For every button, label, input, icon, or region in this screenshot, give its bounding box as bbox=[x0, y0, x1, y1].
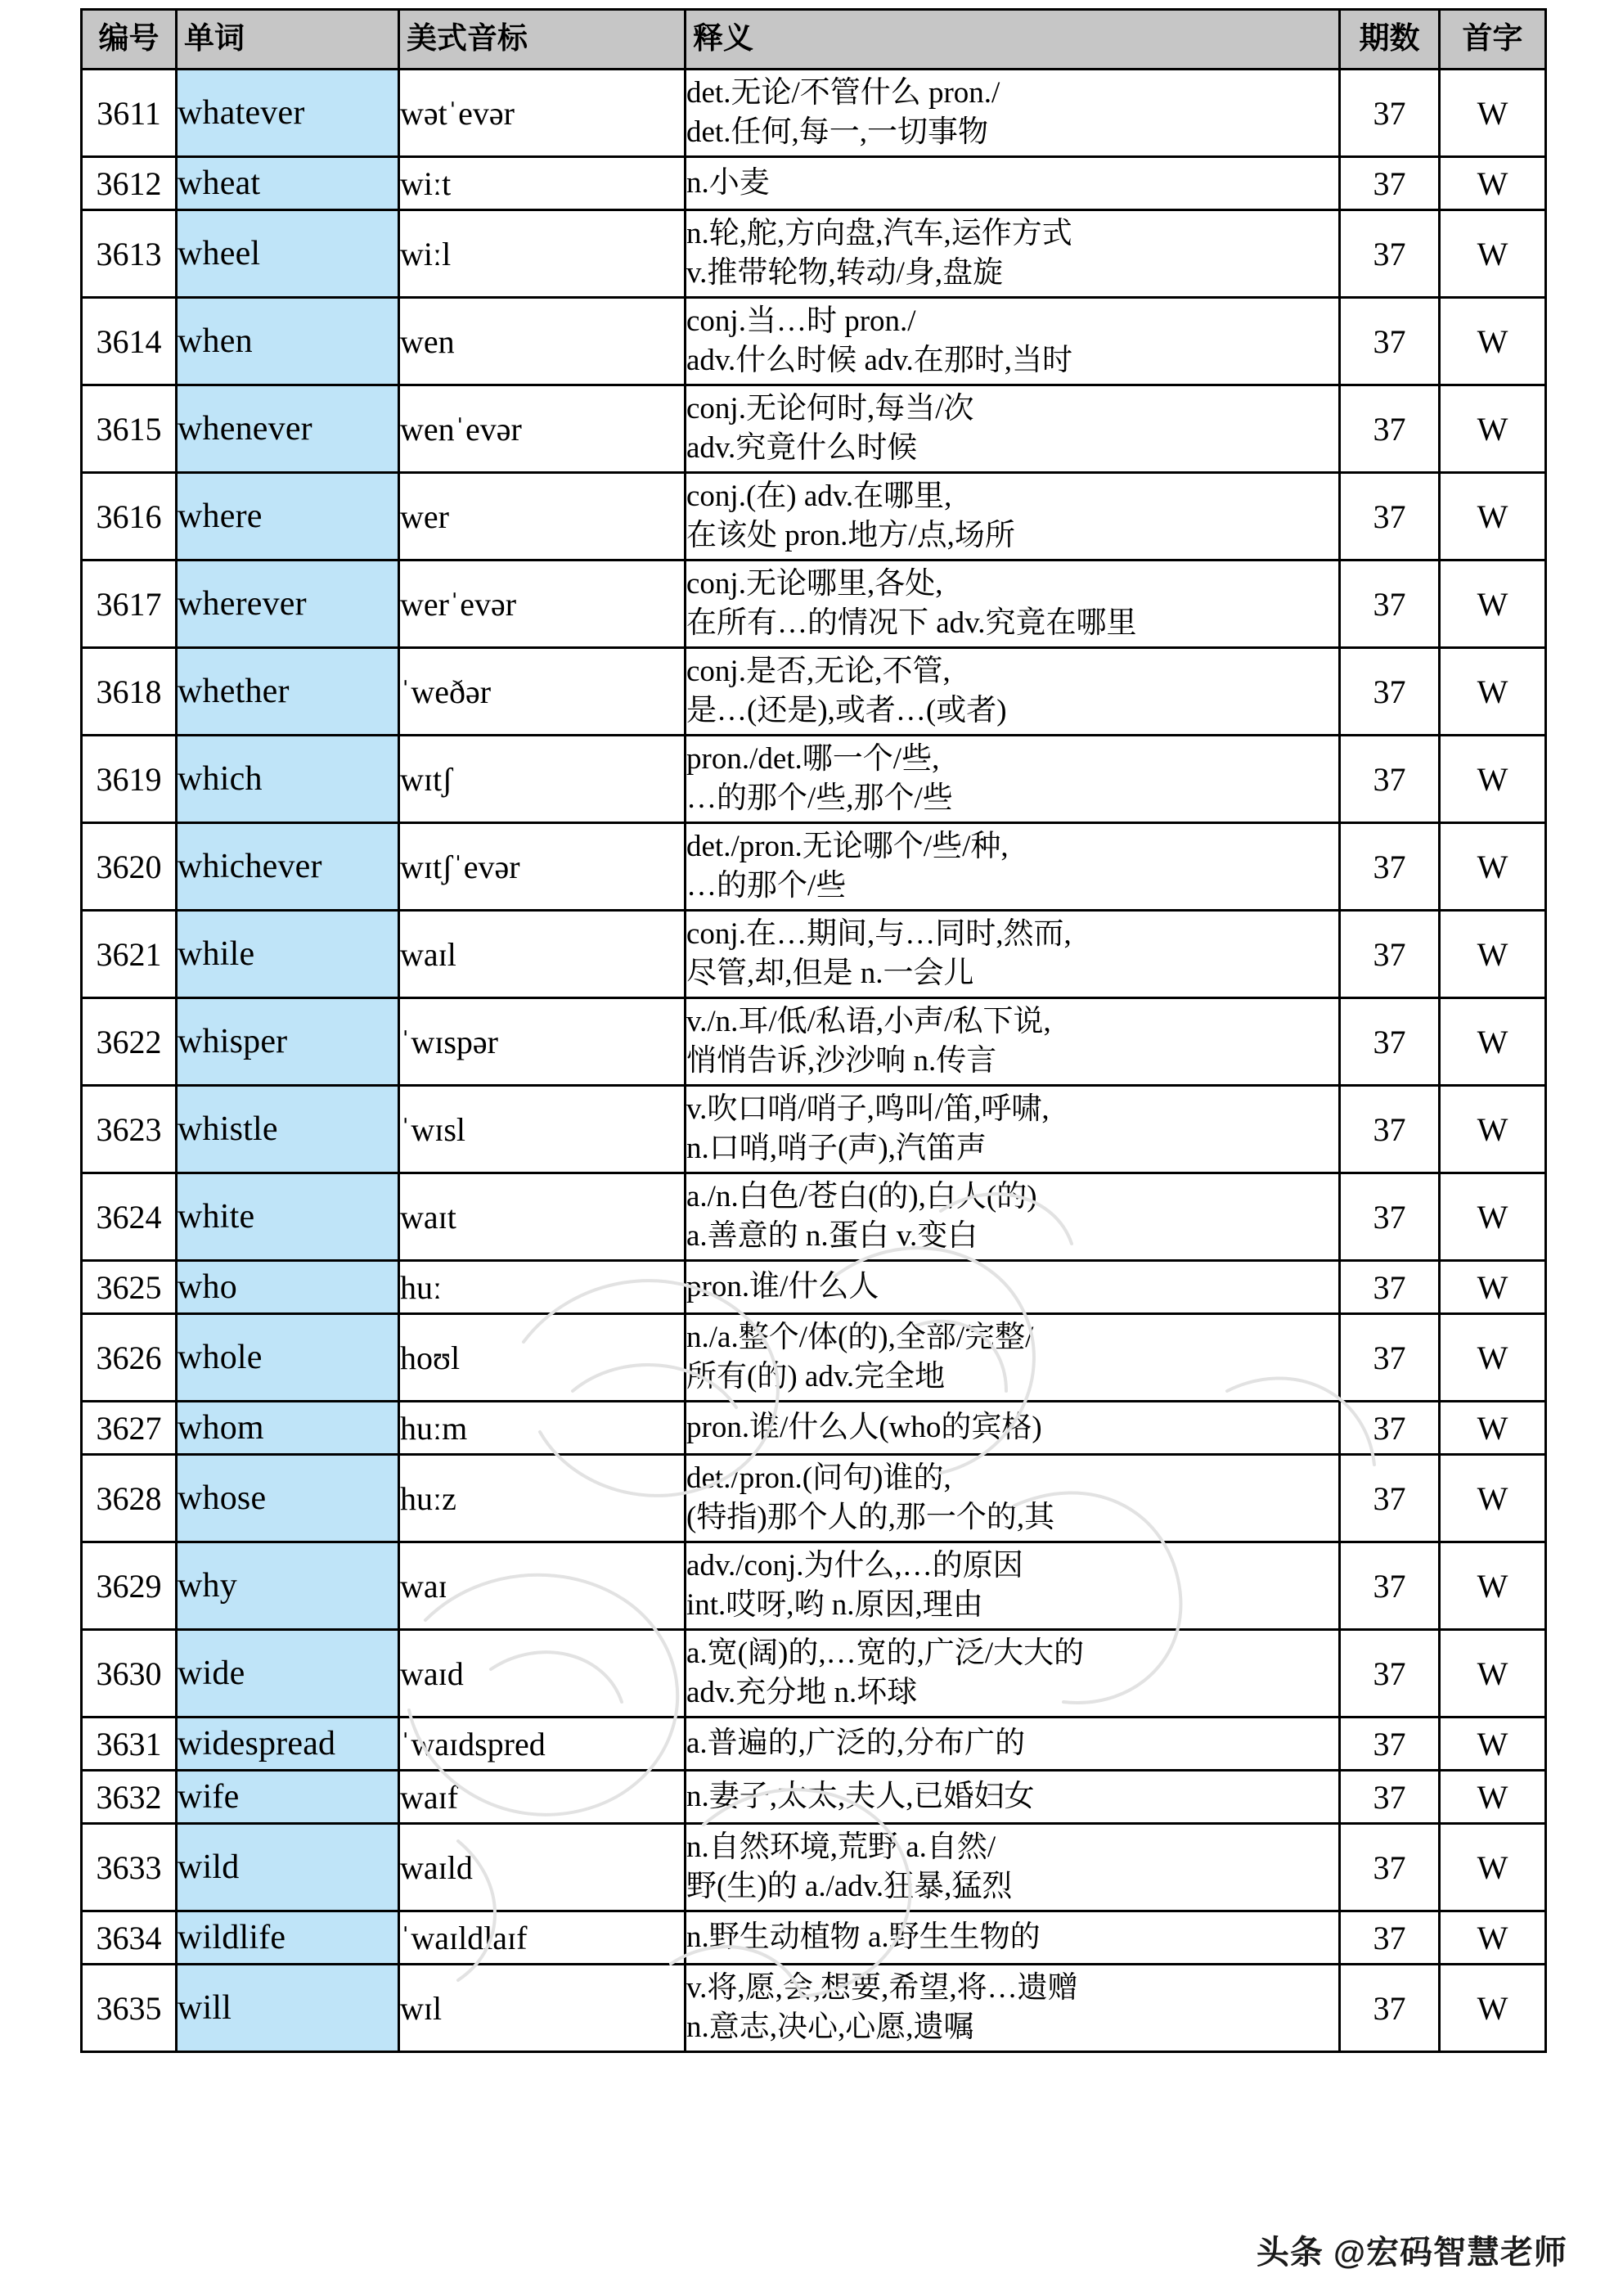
cell-meaning bbox=[686, 1261, 1340, 1314]
meaning-line: v./n.耳/低/私语,小声/私下说, bbox=[686, 1004, 1051, 1038]
cell-word-text: whom bbox=[177, 1402, 399, 1455]
column-header-phonetic: 美式音标 bbox=[399, 10, 686, 70]
cell-issue-number: 37 bbox=[1340, 1771, 1440, 1824]
cell-word-id: 3625 bbox=[82, 1261, 177, 1314]
table-row bbox=[82, 1173, 1546, 1261]
cell-issue-number: 37 bbox=[1340, 1824, 1440, 1911]
meaning-line: 在所有…的情况下 adv.究竟在哪里 bbox=[686, 606, 1137, 640]
meaning-line: conj.在…期间,与…同时,然而, bbox=[686, 916, 1072, 951]
cell-phonetic: wiːl bbox=[399, 210, 686, 298]
cell-word-text: why bbox=[177, 1542, 399, 1630]
cell-meaning bbox=[686, 1911, 1340, 1965]
cell-initial-letter: W bbox=[1440, 1402, 1546, 1455]
cell-meaning bbox=[686, 1086, 1340, 1173]
cell-initial-letter: W bbox=[1440, 385, 1546, 473]
cell-word-id: 3633 bbox=[82, 1824, 177, 1911]
cell-word-text: whenever bbox=[177, 385, 399, 473]
table-row bbox=[82, 1402, 1546, 1455]
cell-issue-number: 37 bbox=[1340, 1630, 1440, 1717]
cell-meaning bbox=[686, 736, 1340, 823]
cell-meaning bbox=[686, 1771, 1340, 1824]
cell-issue-number: 37 bbox=[1340, 1542, 1440, 1630]
cell-issue-number: 37 bbox=[1340, 1402, 1440, 1455]
cell-initial-letter: W bbox=[1440, 1824, 1546, 1911]
cell-phonetic: ˈwɪsl bbox=[399, 1086, 686, 1173]
cell-word-id: 3617 bbox=[82, 560, 177, 648]
cell-meaning bbox=[686, 1717, 1340, 1771]
cell-word-text: where bbox=[177, 473, 399, 560]
meaning-line: (特指)那个人的,那一个的,其 bbox=[686, 1501, 1055, 1534]
meaning-line: a./n.白色/苍白(的),白人(的) bbox=[686, 1179, 1037, 1213]
meaning-line: 所有(的) adv.完全地 bbox=[686, 1360, 946, 1393]
cell-issue-number: 37 bbox=[1340, 648, 1440, 736]
cell-initial-letter: W bbox=[1440, 1542, 1546, 1630]
cell-phonetic: wiːt bbox=[399, 157, 686, 210]
cell-meaning bbox=[686, 1402, 1340, 1455]
cell-meaning bbox=[686, 560, 1340, 648]
meaning-line: det./pron.无论哪个/些/种, bbox=[686, 829, 1009, 863]
cell-phonetic: huːz bbox=[399, 1455, 686, 1542]
cell-word-id: 3616 bbox=[82, 473, 177, 560]
cell-word-text: when bbox=[177, 298, 399, 385]
cell-issue-number: 37 bbox=[1340, 736, 1440, 823]
cell-word-id: 3619 bbox=[82, 736, 177, 823]
table-row bbox=[82, 1771, 1546, 1824]
cell-word-text: whole bbox=[177, 1314, 399, 1402]
meaning-line: n.意志,决心,心愿,遗嘱 bbox=[686, 2010, 974, 2044]
meaning-line: adv./conj.为什么,…的原因 bbox=[686, 1548, 1023, 1582]
cell-initial-letter: W bbox=[1440, 560, 1546, 648]
table-row bbox=[82, 1911, 1546, 1965]
cell-issue-number: 37 bbox=[1340, 1965, 1440, 2052]
table-row bbox=[82, 210, 1546, 298]
cell-initial-letter: W bbox=[1440, 1314, 1546, 1402]
meaning-line: det.无论/不管什么 pron./ bbox=[686, 75, 1000, 110]
cell-word-id: 3613 bbox=[82, 210, 177, 298]
cell-word-text: wherever bbox=[177, 560, 399, 648]
meaning-line: …的那个/些,那个/些 bbox=[686, 781, 953, 815]
cell-initial-letter: W bbox=[1440, 823, 1546, 911]
cell-initial-letter: W bbox=[1440, 1261, 1546, 1314]
cell-phonetic: wətˈevər bbox=[399, 70, 686, 157]
cell-word-id: 3632 bbox=[82, 1771, 177, 1824]
table-row bbox=[82, 560, 1546, 648]
cell-word-text: whose bbox=[177, 1455, 399, 1542]
cell-word-text: wildlife bbox=[177, 1911, 399, 1965]
cell-word-id: 3614 bbox=[82, 298, 177, 385]
table-row bbox=[82, 1086, 1546, 1173]
meaning-line: conj.(在) adv.在哪里, bbox=[686, 479, 952, 513]
column-header-meaning: 释义 bbox=[686, 10, 1340, 70]
table-row bbox=[82, 1630, 1546, 1717]
cell-issue-number: 37 bbox=[1340, 473, 1440, 560]
meaning-line: 尽管,却,但是 n.一会儿 bbox=[686, 957, 974, 990]
table-row bbox=[82, 385, 1546, 473]
cell-word-text: whistle bbox=[177, 1086, 399, 1173]
meaning-line: n.轮,舵,方向盘,汽车,运作方式 bbox=[686, 216, 1072, 250]
meaning-line: conj.无论哪里,各处, bbox=[686, 566, 943, 601]
cell-meaning bbox=[686, 210, 1340, 298]
meaning-line: n.口哨,哨子(声),汽笛声 bbox=[686, 1132, 987, 1165]
cell-initial-letter: W bbox=[1440, 1630, 1546, 1717]
cell-word-text: widespread bbox=[177, 1717, 399, 1771]
cell-meaning bbox=[686, 998, 1340, 1086]
meaning-line: v.吹口哨/哨子,鸣叫/笛,呼啸, bbox=[686, 1092, 1050, 1126]
cell-meaning bbox=[686, 823, 1340, 911]
cell-issue-number: 37 bbox=[1340, 911, 1440, 998]
cell-issue-number: 37 bbox=[1340, 70, 1440, 157]
cell-word-id: 3621 bbox=[82, 911, 177, 998]
cell-meaning bbox=[686, 385, 1340, 473]
meaning-line: int.哎呀,哟 n.原因,理由 bbox=[686, 1588, 983, 1622]
cell-word-text: wheel bbox=[177, 210, 399, 298]
cell-word-text: whatever bbox=[177, 70, 399, 157]
cell-meaning bbox=[686, 1824, 1340, 1911]
cell-issue-number: 37 bbox=[1340, 1173, 1440, 1261]
cell-word-text: wild bbox=[177, 1824, 399, 1911]
cell-meaning bbox=[686, 1965, 1340, 2052]
cell-word-id: 3612 bbox=[82, 157, 177, 210]
cell-meaning bbox=[686, 157, 1340, 210]
cell-initial-letter: W bbox=[1440, 1965, 1546, 2052]
cell-initial-letter: W bbox=[1440, 1455, 1546, 1542]
cell-word-id: 3627 bbox=[82, 1402, 177, 1455]
cell-initial-letter: W bbox=[1440, 911, 1546, 998]
cell-phonetic: waɪ bbox=[399, 1542, 686, 1630]
column-header-word: 单词 bbox=[177, 10, 399, 70]
meaning-line: pron.谁/什么人(who的宾格) bbox=[686, 1410, 1042, 1444]
cell-issue-number: 37 bbox=[1340, 998, 1440, 1086]
meaning-line: 悄悄告诉,沙沙响 n.传言 bbox=[686, 1044, 997, 1078]
table-row bbox=[82, 736, 1546, 823]
cell-phonetic: ˈwaɪdspred bbox=[399, 1717, 686, 1771]
cell-initial-letter: W bbox=[1440, 1173, 1546, 1261]
table-row bbox=[82, 998, 1546, 1086]
table-row bbox=[82, 1965, 1546, 2052]
cell-word-id: 3623 bbox=[82, 1086, 177, 1173]
cell-phonetic: werˈevər bbox=[399, 560, 686, 648]
meaning-line: adv.究竟什么时候 bbox=[686, 431, 918, 465]
cell-word-id: 3629 bbox=[82, 1542, 177, 1630]
cell-word-text: white bbox=[177, 1173, 399, 1261]
cell-word-id: 3624 bbox=[82, 1173, 177, 1261]
cell-word-id: 3622 bbox=[82, 998, 177, 1086]
cell-issue-number: 37 bbox=[1340, 1314, 1440, 1402]
cell-phonetic: waɪf bbox=[399, 1771, 686, 1824]
meaning-line: …的那个/些 bbox=[686, 869, 847, 903]
cell-word-id: 3631 bbox=[82, 1717, 177, 1771]
cell-phonetic: wɪtʃ bbox=[399, 736, 686, 823]
cell-meaning bbox=[686, 1542, 1340, 1630]
cell-meaning bbox=[686, 1455, 1340, 1542]
cell-word-id: 3635 bbox=[82, 1965, 177, 2052]
meaning-line: a.善意的 n.蛋白 v.变白 bbox=[686, 1219, 978, 1253]
cell-word-id: 3618 bbox=[82, 648, 177, 736]
cell-issue-number: 37 bbox=[1340, 1911, 1440, 1965]
cell-meaning bbox=[686, 1630, 1340, 1717]
cell-initial-letter: W bbox=[1440, 736, 1546, 823]
cell-phonetic: wɪtʃˈevər bbox=[399, 823, 686, 911]
cell-word-text: whichever bbox=[177, 823, 399, 911]
meaning-line: v.推带轮物,转动/身,盘旋 bbox=[686, 256, 1004, 290]
meaning-line: adv.充分地 n.坏球 bbox=[686, 1676, 918, 1709]
cell-initial-letter: W bbox=[1440, 157, 1546, 210]
meaning-line: 野(生)的 a./adv.狂暴,猛烈 bbox=[686, 1870, 1013, 1903]
meaning-line: adv.什么时候 adv.在那时,当时 bbox=[686, 344, 1073, 377]
cell-initial-letter: W bbox=[1440, 1717, 1546, 1771]
table-row bbox=[82, 157, 1546, 210]
cell-phonetic: wɪl bbox=[399, 1965, 686, 2052]
cell-phonetic: ˈweðər bbox=[399, 648, 686, 736]
table-row bbox=[82, 1542, 1546, 1630]
cell-initial-letter: W bbox=[1440, 998, 1546, 1086]
cell-issue-number: 37 bbox=[1340, 1717, 1440, 1771]
cell-initial-letter: W bbox=[1440, 1086, 1546, 1173]
cell-issue-number: 37 bbox=[1340, 298, 1440, 385]
meaning-line: n.自然环境,荒野 a.自然/ bbox=[686, 1830, 996, 1864]
cell-initial-letter: W bbox=[1440, 473, 1546, 560]
table-row bbox=[82, 298, 1546, 385]
column-header-issue: 期数 bbox=[1340, 10, 1440, 70]
cell-issue-number: 37 bbox=[1340, 210, 1440, 298]
table-row bbox=[82, 823, 1546, 911]
column-header-id: 编号 bbox=[82, 10, 177, 70]
table-row bbox=[82, 70, 1546, 157]
meaning-line: conj.是否,无论,不管, bbox=[686, 654, 951, 688]
table-row bbox=[82, 1824, 1546, 1911]
table-row bbox=[82, 648, 1546, 736]
cell-issue-number: 37 bbox=[1340, 823, 1440, 911]
cell-initial-letter: W bbox=[1440, 1771, 1546, 1824]
cell-word-text: while bbox=[177, 911, 399, 998]
cell-phonetic: hoʊl bbox=[399, 1314, 686, 1402]
table-row bbox=[82, 473, 1546, 560]
table-row bbox=[82, 1261, 1546, 1314]
cell-word-text: wide bbox=[177, 1630, 399, 1717]
meaning-line: det.任何,每一,一切事物 bbox=[686, 115, 988, 149]
cell-meaning bbox=[686, 473, 1340, 560]
cell-word-id: 3620 bbox=[82, 823, 177, 911]
meaning-line: a.普遍的,广泛的,分布广的 bbox=[686, 1726, 1026, 1760]
table-row bbox=[82, 1455, 1546, 1542]
cell-initial-letter: W bbox=[1440, 210, 1546, 298]
cell-meaning bbox=[686, 1173, 1340, 1261]
cell-meaning bbox=[686, 648, 1340, 736]
footer-credit: 头条 @宏码智慧老师 bbox=[1256, 2235, 1567, 2271]
cell-word-text: whether bbox=[177, 648, 399, 736]
meaning-line: n.妻子,太太,夫人,已婚妇女 bbox=[686, 1779, 1035, 1813]
cell-meaning bbox=[686, 298, 1340, 385]
cell-word-id: 3634 bbox=[82, 1911, 177, 1965]
cell-word-id: 3611 bbox=[82, 70, 177, 157]
meaning-line: v.将,愿,会,想要,希望,将…遗赠 bbox=[686, 1970, 1078, 2005]
cell-meaning bbox=[686, 1314, 1340, 1402]
cell-phonetic: waɪld bbox=[399, 1824, 686, 1911]
cell-word-text: which bbox=[177, 736, 399, 823]
cell-issue-number: 37 bbox=[1340, 157, 1440, 210]
cell-phonetic: huːm bbox=[399, 1402, 686, 1455]
cell-phonetic: wer bbox=[399, 473, 686, 560]
cell-issue-number: 37 bbox=[1340, 560, 1440, 648]
cell-word-id: 3626 bbox=[82, 1314, 177, 1402]
meaning-line: n./a.整个/体(的),全部/完整/ bbox=[686, 1320, 1034, 1354]
cell-phonetic: ˈwɪspər bbox=[399, 998, 686, 1086]
cell-word-text: who bbox=[177, 1261, 399, 1314]
table-row bbox=[82, 1717, 1546, 1771]
table-body bbox=[82, 70, 1546, 2052]
cell-word-id: 3630 bbox=[82, 1630, 177, 1717]
meaning-line: pron.谁/什么人 bbox=[686, 1269, 879, 1303]
cell-word-text: whisper bbox=[177, 998, 399, 1086]
meaning-line: conj.当…时 pron./ bbox=[686, 304, 916, 338]
cell-word-text: will bbox=[177, 1965, 399, 2052]
cell-word-id: 3615 bbox=[82, 385, 177, 473]
table-row bbox=[82, 1314, 1546, 1402]
cell-word-text: wheat bbox=[177, 157, 399, 210]
cell-initial-letter: W bbox=[1440, 298, 1546, 385]
meaning-line: 是…(还是),或者…(或者) bbox=[686, 694, 1007, 727]
cell-issue-number: 37 bbox=[1340, 1455, 1440, 1542]
table-header bbox=[82, 10, 1546, 70]
cell-phonetic: wenˈevər bbox=[399, 385, 686, 473]
meaning-line: n.小麦 bbox=[686, 165, 770, 200]
vocabulary-table bbox=[80, 8, 1547, 2053]
cell-initial-letter: W bbox=[1440, 648, 1546, 736]
cell-phonetic: wen bbox=[399, 298, 686, 385]
cell-phonetic: waɪt bbox=[399, 1173, 686, 1261]
cell-issue-number: 37 bbox=[1340, 1261, 1440, 1314]
cell-initial-letter: W bbox=[1440, 70, 1546, 157]
meaning-line: a.宽(阔)的,…宽的,广泛/大大的 bbox=[686, 1636, 1085, 1670]
table-row bbox=[82, 911, 1546, 998]
cell-phonetic: waɪd bbox=[399, 1630, 686, 1717]
meaning-line: 在该处 pron.地方/点,场所 bbox=[686, 519, 1015, 552]
meaning-line: det./pron.(问句)谁的, bbox=[686, 1461, 951, 1495]
cell-phonetic: huː bbox=[399, 1261, 686, 1314]
cell-meaning bbox=[686, 70, 1340, 157]
cell-word-id: 3628 bbox=[82, 1455, 177, 1542]
cell-initial-letter: W bbox=[1440, 1911, 1546, 1965]
cell-meaning bbox=[686, 911, 1340, 998]
cell-phonetic: ˈwaɪldlaɪf bbox=[399, 1911, 686, 1965]
meaning-line: pron./det.哪一个/些, bbox=[686, 741, 940, 776]
cell-issue-number: 37 bbox=[1340, 385, 1440, 473]
meaning-line: conj.无论何时,每当/次 bbox=[686, 391, 974, 425]
cell-word-text: wife bbox=[177, 1771, 399, 1824]
cell-issue-number: 37 bbox=[1340, 1086, 1440, 1173]
column-header-initial: 首字 bbox=[1440, 10, 1546, 70]
header-row bbox=[82, 10, 1546, 70]
cell-phonetic: waɪl bbox=[399, 911, 686, 998]
meaning-line: n.野生动植物 a.野生生物的 bbox=[686, 1920, 1041, 1954]
